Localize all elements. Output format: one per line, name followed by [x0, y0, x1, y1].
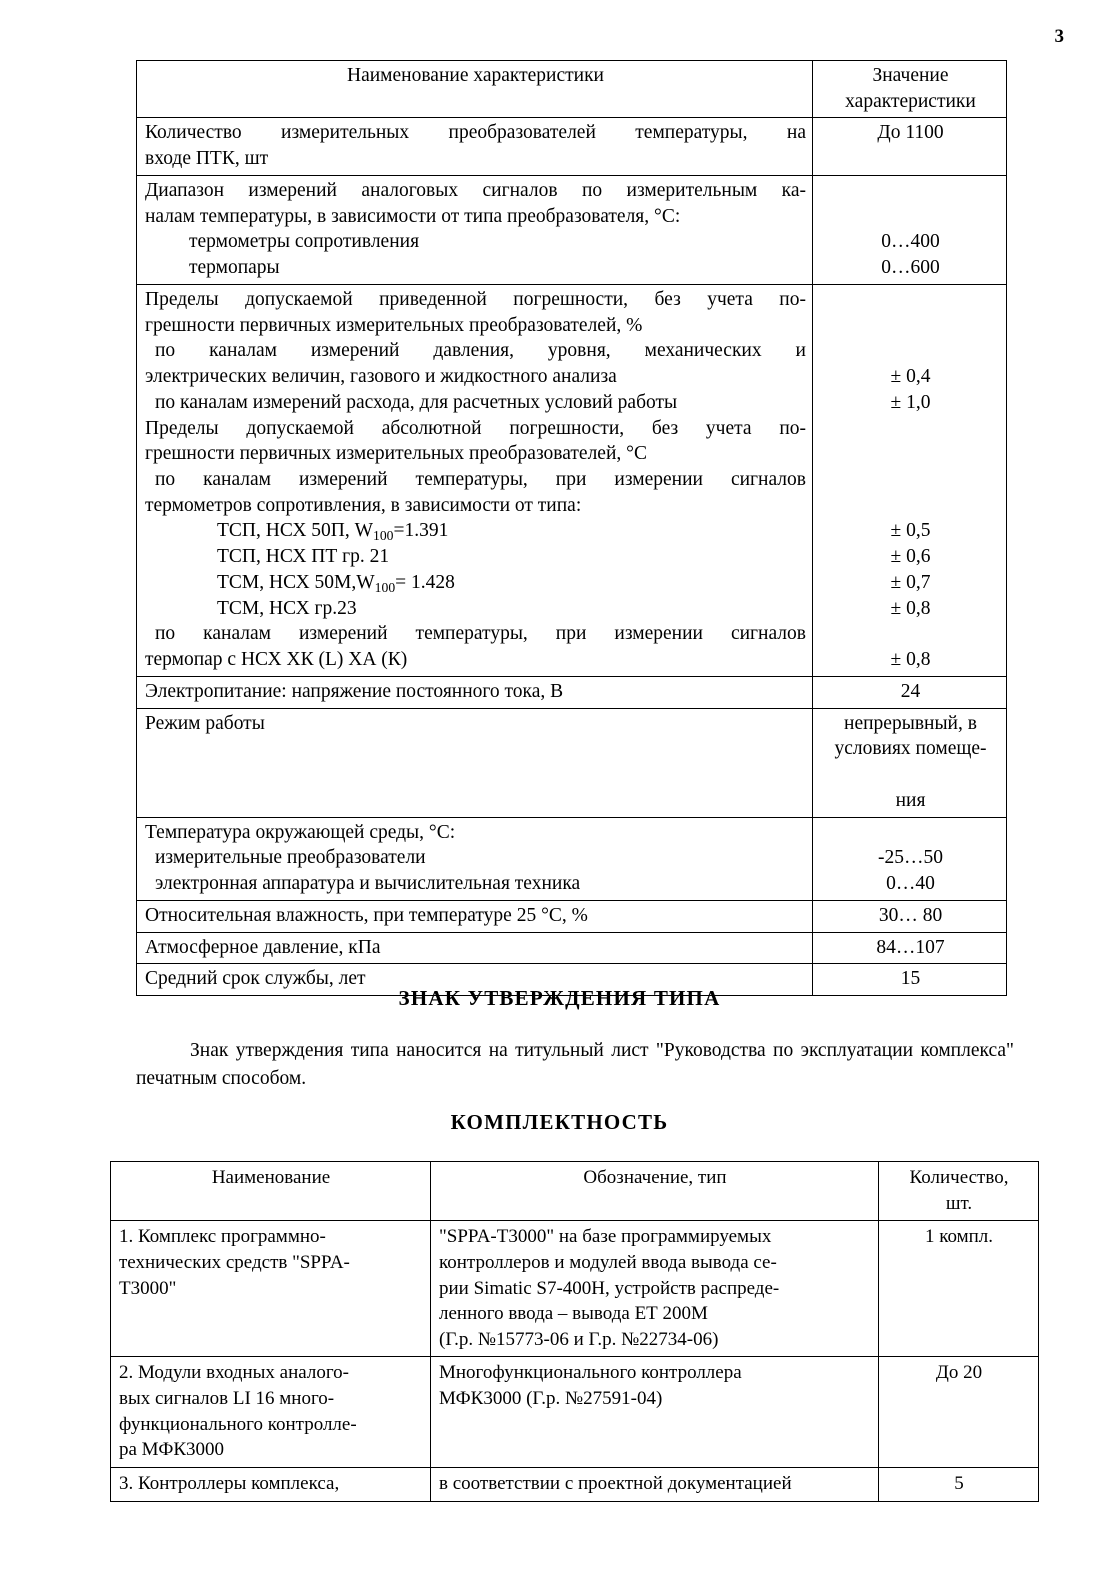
row-name-mfk3000-modules: 2. Модули входных аналого- вых сигналов LI 16 много- функционального контролле- ра МФК3000: [111, 1357, 431, 1468]
table-row: [137, 118, 1007, 175]
column-header-value-line1: Значение: [872, 65, 949, 86]
table-row: [137, 708, 1007, 817]
row-value-service-life: 15: [813, 964, 1007, 996]
row-label-service-life: Средний срок службы, лет: [137, 964, 813, 996]
spec-tsm-50m: ТСМ, НСХ $50М,W_{100}= 1.428$: [217, 571, 455, 595]
row-designation-mfk3000-modules: Многофункционального контроллера МФК3000 (Г.р. №27591-04): [431, 1357, 879, 1468]
column-header-value-line2: характеристики: [845, 90, 976, 112]
table-row: [111, 1357, 1039, 1468]
row-label-operating-mode: Режим работы: [137, 708, 813, 817]
spec-tsp-50p: ТСП, НСХ 50П, $W_{100}=1.391$: [217, 520, 449, 544]
characteristics-table: [136, 60, 1007, 996]
row-label-ambient-temperature: Температура окружающей среды, °С: измерительные преобразователи электронная аппаратура и вычислительная техника: [137, 817, 813, 900]
row-value-power-supply: 24: [813, 676, 1007, 708]
section-heading-type-approval-mark: ЗНАК УТВЕРЖДЕНИЯ ТИПА: [398, 986, 721, 1010]
column-header-name: Наименование: [111, 1162, 431, 1221]
row-value-ambient-temperature: -25…50 0…40: [813, 817, 1007, 900]
table-header-row: [137, 61, 1007, 118]
row-label-measurement-range: Диапазон измерений аналоговых сигналов по измерительным ка- налам температуры, в зависимости от типа преобразователя, °С: термометры сопротивления термопары: [137, 175, 813, 284]
table-row: [137, 932, 1007, 964]
table-row: [137, 817, 1007, 900]
section-heading-completeness: КОМПЛЕКТНОСТЬ: [450, 1110, 669, 1134]
row-quantity-mfk3000-modules: До 20: [879, 1357, 1039, 1468]
row-value-transducer-count: До 1100: [813, 118, 1007, 175]
row-label-relative-humidity: Относительная влажность, при температуре 25 °С, %: [137, 900, 813, 932]
row-value-atmospheric-pressure: 84…107: [813, 932, 1007, 964]
row-name-controllers: 3. Контроллеры комплекса,: [111, 1468, 431, 1502]
row-designation-controllers: в соответствии с проектной документацией: [431, 1468, 879, 1502]
row-quantity-sppa-t3000: 1 компл.: [879, 1221, 1039, 1357]
column-header-value: [813, 61, 1007, 118]
row-quantity-controllers: 5: [879, 1468, 1039, 1502]
row-value-measurement-range: 0…400 0…600: [813, 175, 1007, 284]
column-header-quantity: Количество, шт.: [879, 1162, 1039, 1221]
table-row: [111, 1468, 1039, 1502]
paragraph-type-approval-mark: Знак утверждения типа наносится на титульный лист "Руководства по эксплуатации комплекса" печатным способом.: [136, 1040, 1014, 1089]
row-label-transducer-count: Количество измерительных преобразователей температуры, на входе ПТК, шт: [137, 118, 813, 175]
row-label-error-limits: Пределы допускаемой приведенной погрешности, без учета по- грешности первичных измерительных преобразователей, % по каналам измерений давления, уровня, механических и электрических величин, газового и жидкостного анализа по каналам измерений расхода, для расчетных условий работы Пределы допускаемой абсолютной погрешности, без учета по- грешности первичных измерительных преобразователей, °С по каналам измерений температуры, при измерении сигналов термометров сопротивления, в зависимости от типа: ТСП, НСХ 50П, $W_{100}=1.391$ ТСП, НСХ ПТ гр. 21 ТСМ, НСХ $50М,W_{100}= 1.428$ ТСМ, НСХ гр.23 по каналам измерений температуры, при измерении сигналов термопар с НСХ ХК (L) ХА (К): [137, 284, 813, 676]
row-value-relative-humidity: 30… 80: [813, 900, 1007, 932]
row-value-error-limits: ± 0,4 ± 1,0 ± 0,5 ± 0,6 ± 0,7 ± 0,8 ± 0,8: [813, 284, 1007, 676]
table-row: [137, 175, 1007, 284]
row-label-power-supply: Электропитание: напряжение постоянного тока, В: [137, 676, 813, 708]
row-value-operating-mode: непрерывный, в условиях помеще- ния: [813, 708, 1007, 817]
column-header-name: Наименование характеристики: [137, 61, 813, 118]
column-header-designation: Обозначение, тип: [431, 1162, 879, 1221]
row-designation-sppa-t3000: "SPPA-T3000" на базе программируемых контроллеров и модулей ввода вывода се- рии Simatic S7-400H, устройств распреде- ленного ввода – вывода ЕТ 200М (Г.р. №15773-06 и Г.р. №22734-06): [431, 1221, 879, 1357]
row-label-atmospheric-pressure: Атмосферное давление, кПа: [137, 932, 813, 964]
page-number: 3: [1054, 26, 1064, 47]
completeness-table: [110, 1161, 1039, 1502]
table-row: [111, 1221, 1039, 1357]
table-header-row: [111, 1162, 1039, 1221]
row-name-sppa-t3000: 1. Комплекс программно- технических средств "SPPA- T3000": [111, 1221, 431, 1357]
table-row: [137, 900, 1007, 932]
table-row: [137, 284, 1007, 676]
table-row: [137, 676, 1007, 708]
